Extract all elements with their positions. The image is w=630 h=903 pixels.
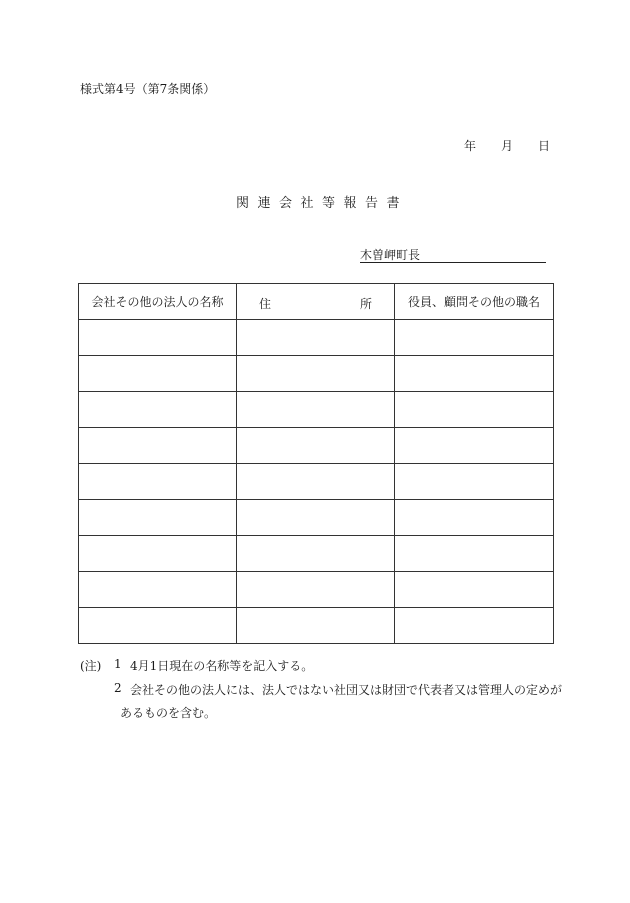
- addressee: 木曽岬町長: [360, 248, 546, 263]
- header-company-name: 会社その他の法人の名称: [79, 284, 237, 320]
- cell-address[interactable]: [237, 428, 395, 464]
- table-header-row: [79, 284, 554, 320]
- table-body: [79, 320, 554, 644]
- date-line: [464, 137, 550, 154]
- cell-role[interactable]: [395, 464, 554, 500]
- header-role: 役員、顧問その他の職名: [395, 284, 554, 320]
- table-row: [79, 536, 554, 572]
- cell-company-name[interactable]: [79, 392, 237, 428]
- cell-role[interactable]: [395, 572, 554, 608]
- cell-address[interactable]: [237, 500, 395, 536]
- cell-role[interactable]: [395, 320, 554, 356]
- table-row: [79, 500, 554, 536]
- cell-role[interactable]: [395, 500, 554, 536]
- cell-company-name[interactable]: [79, 464, 237, 500]
- cell-company-name[interactable]: [79, 536, 237, 572]
- report-table: [78, 283, 554, 644]
- cell-address[interactable]: [237, 572, 395, 608]
- form-number: 様式第4号（第7条関係）: [80, 82, 216, 96]
- header-address-part1: 住: [259, 297, 272, 311]
- cell-role[interactable]: [395, 428, 554, 464]
- table-row: [79, 572, 554, 608]
- cell-role[interactable]: [395, 392, 554, 428]
- cell-company-name[interactable]: [79, 356, 237, 392]
- cell-address[interactable]: [237, 356, 395, 392]
- cell-address[interactable]: [237, 608, 395, 644]
- page-title: 関連会社等報告書: [236, 196, 409, 211]
- cell-role[interactable]: [395, 608, 554, 644]
- note-prefix: (注): [80, 659, 102, 673]
- table-row: [79, 428, 554, 464]
- note-2-text: 会社その他の法人には、法人ではない社団又は財団で代表者又は管理人の定めが: [130, 683, 563, 697]
- note-2-continuation: あるものを含む。: [120, 706, 217, 720]
- date-month-label: 月: [501, 139, 514, 153]
- note-2-number: 2: [114, 681, 122, 695]
- table-row: [79, 464, 554, 500]
- cell-company-name[interactable]: [79, 608, 237, 644]
- date-day-label: 日: [538, 139, 551, 153]
- date-year-label: 年: [464, 139, 477, 153]
- cell-role[interactable]: [395, 536, 554, 572]
- cell-address[interactable]: [237, 464, 395, 500]
- header-address: [237, 284, 395, 320]
- cell-company-name[interactable]: [79, 572, 237, 608]
- note-1-text: 4月1日現在の名称等を記入する。: [130, 659, 314, 673]
- header-address-part2: 所: [359, 297, 372, 311]
- cell-company-name[interactable]: [79, 428, 237, 464]
- cell-company-name[interactable]: [79, 320, 237, 356]
- cell-address[interactable]: [237, 320, 395, 356]
- cell-address[interactable]: [237, 536, 395, 572]
- cell-role[interactable]: [395, 356, 554, 392]
- table-row: [79, 356, 554, 392]
- note-1-number: 1: [114, 657, 122, 671]
- cell-company-name[interactable]: [79, 500, 237, 536]
- table-row: [79, 320, 554, 356]
- cell-address[interactable]: [237, 392, 395, 428]
- table-row: [79, 392, 554, 428]
- table-row: [79, 608, 554, 644]
